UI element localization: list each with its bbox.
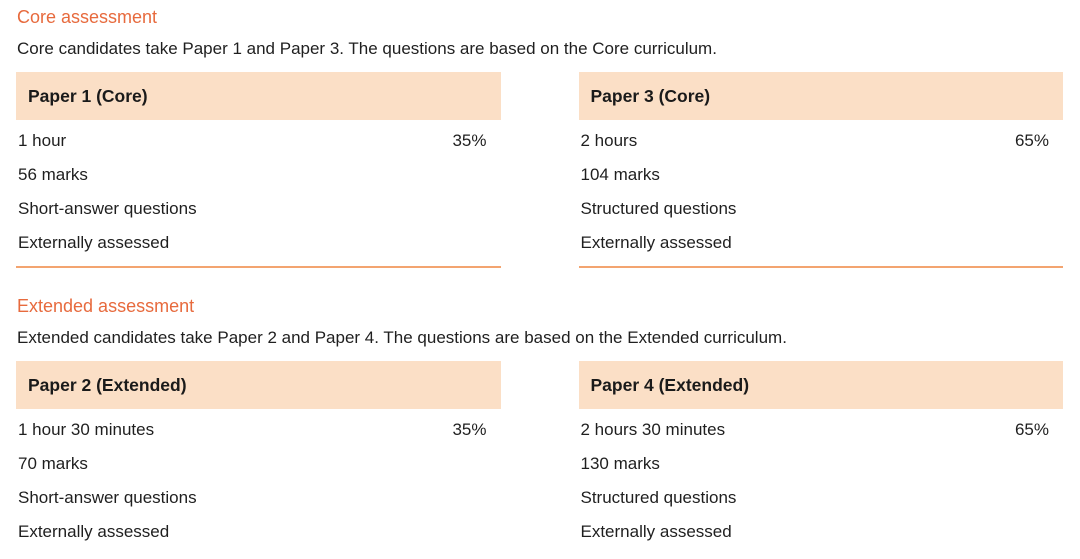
- assessment-method-row: [18, 515, 487, 549]
- paper-3-core-details: [579, 120, 1064, 266]
- paper-3-core-card: [579, 72, 1064, 268]
- paper-assessment-method: Externally assessed: [580, 522, 732, 541]
- extended-assessment-description: Extended candidates take Paper 2 and Paper 4. The questions are based on the Extended curriculum.: [17, 328, 787, 347]
- duration-weighting-row: [18, 413, 487, 447]
- question-type-row: [581, 481, 1050, 515]
- paper-marks: 56 marks: [18, 165, 88, 184]
- paper-4-extended-title: Paper 4 (Extended): [579, 361, 1064, 409]
- paper-weighting: 65%: [1014, 131, 1049, 150]
- paper-duration: 1 hour 30 minutes: [18, 420, 155, 439]
- paper-weighting: 35%: [452, 420, 487, 439]
- paper-question-type: Structured questions: [580, 488, 737, 507]
- marks-row: [581, 447, 1050, 481]
- paper-weighting: 65%: [1014, 420, 1049, 439]
- assessment-method-row: [581, 515, 1050, 549]
- paper-duration: 2 hours 30 minutes: [580, 420, 726, 439]
- paper-question-type: Structured questions: [580, 199, 737, 218]
- paper-3-core-title: Paper 3 (Core): [579, 72, 1064, 120]
- duration-weighting-row: [581, 124, 1050, 158]
- paper-4-extended-card: [579, 361, 1064, 555]
- paper-assessment-method: Externally assessed: [18, 233, 170, 252]
- core-assessment-heading: Core assessment: [17, 7, 158, 27]
- section-extended-assessment: [16, 296, 1063, 555]
- question-type-row: [581, 192, 1050, 226]
- paper-4-extended-details: [579, 409, 1064, 555]
- paper-assessment-method: Externally assessed: [580, 233, 732, 252]
- question-type-row: [18, 192, 487, 226]
- marks-row: [581, 158, 1050, 192]
- extended-assessment-heading: Extended assessment: [17, 296, 195, 316]
- core-assessment-description: Core candidates take Paper 1 and Paper 3. The questions are based on the Core curriculum.: [17, 39, 717, 58]
- paper-1-core-details: [16, 120, 501, 266]
- paper-question-type: Short-answer questions: [18, 199, 197, 218]
- paper-duration: 1 hour: [18, 131, 67, 150]
- paper-marks: 104 marks: [580, 165, 660, 184]
- paper-assessment-method: Externally assessed: [18, 522, 170, 541]
- assessment-method-row: [18, 226, 487, 260]
- extended-paper-cards: [16, 361, 1063, 555]
- paper-marks: 130 marks: [580, 454, 660, 473]
- paper-marks: 70 marks: [18, 454, 88, 473]
- paper-question-type: Short-answer questions: [18, 488, 197, 507]
- paper-1-core-card: [16, 72, 501, 268]
- paper-weighting: 35%: [452, 131, 487, 150]
- paper-duration: 2 hours: [580, 131, 638, 150]
- marks-row: [18, 447, 487, 481]
- paper-1-core-title: Paper 1 (Core): [16, 72, 501, 120]
- paper-2-extended-title: Paper 2 (Extended): [16, 361, 501, 409]
- marks-row: [18, 158, 487, 192]
- duration-weighting-row: [581, 413, 1050, 447]
- paper-2-extended-details: [16, 409, 501, 555]
- duration-weighting-row: [18, 124, 487, 158]
- section-core-assessment: [16, 7, 1063, 268]
- assessment-method-row: [581, 226, 1050, 260]
- paper-2-extended-card: [16, 361, 501, 555]
- core-paper-cards: [16, 72, 1063, 268]
- question-type-row: [18, 481, 487, 515]
